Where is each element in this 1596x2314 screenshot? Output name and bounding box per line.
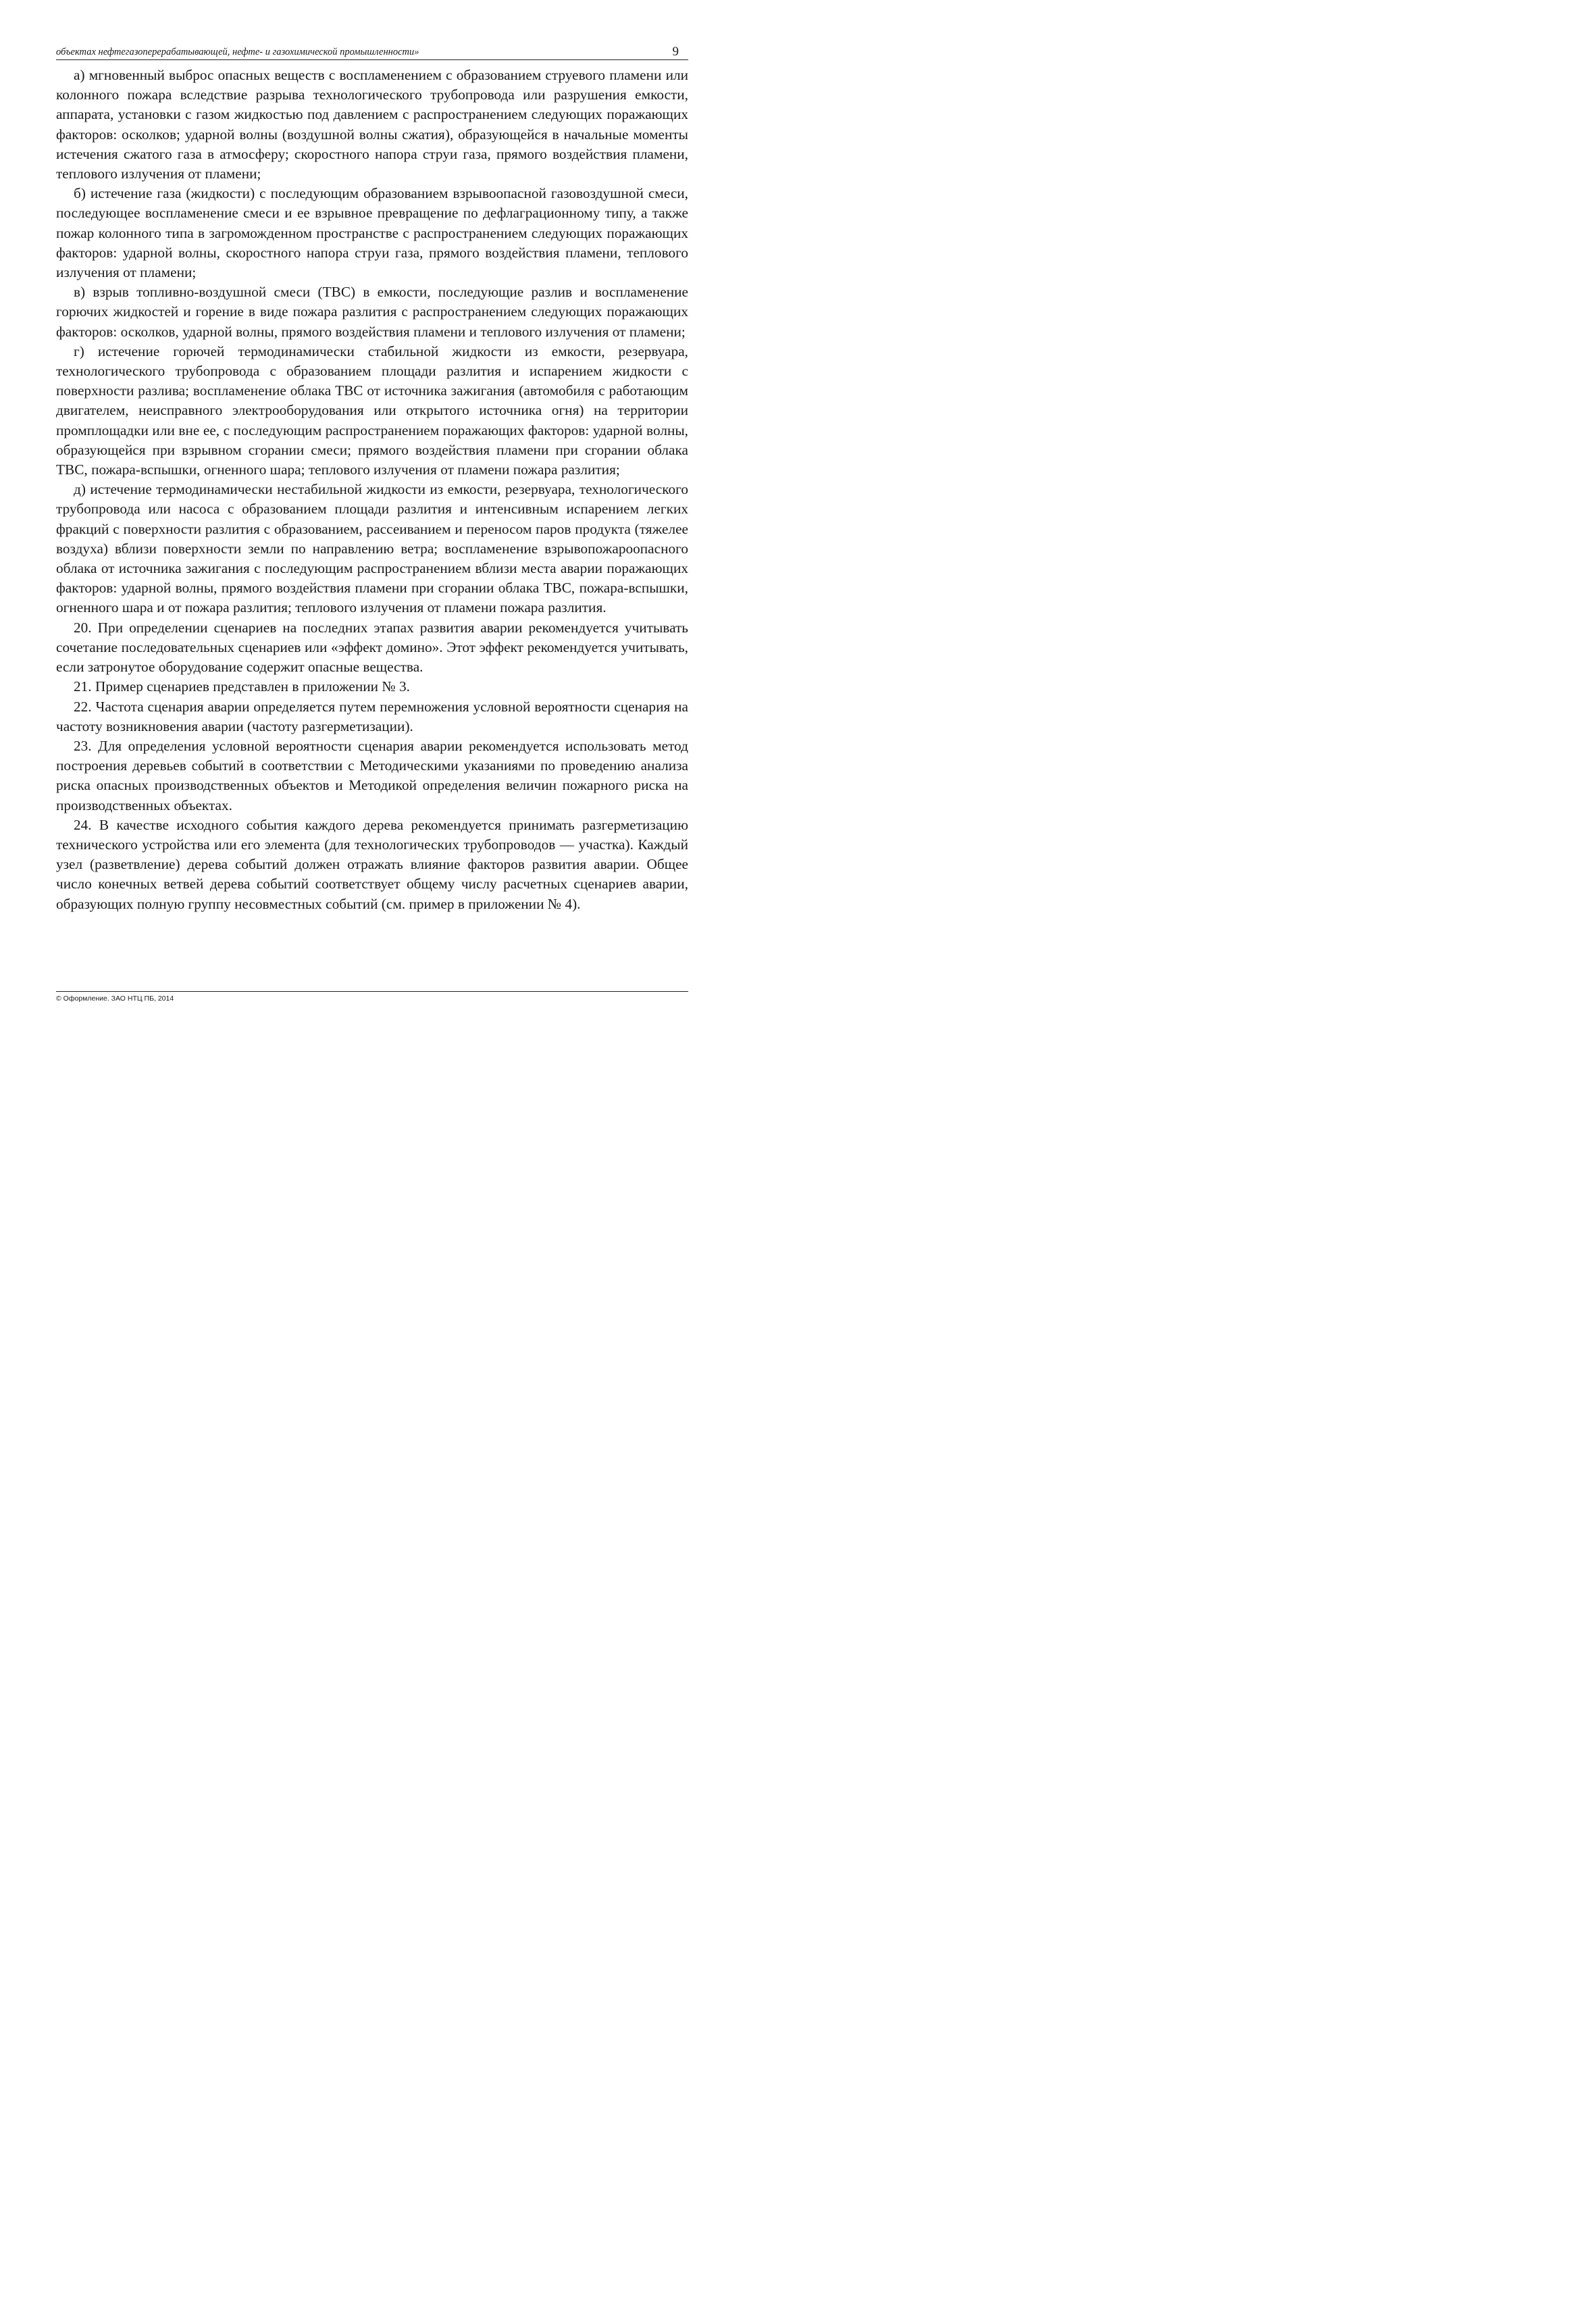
- paragraph-b: б) истечение газа (жидкости) с последующим образованием взрывоопасной газовоздушной смеси, последующее воспламенение смеси и ее взрывное превращение по дефлаграционному типу, а также пожар колонного типа в загроможденном пространстве с распространением следующих поражающих факторов: ударной волны, скоростного напора струи газа, прямого воздействия пламени, теплового излучения от пламени;: [56, 185, 688, 281]
- page-number: 9: [672, 45, 679, 59]
- paragraph-d: д) истечение термодинамически нестабильной жидкости из емкости, резервуара, технологического трубопровода или насоса с образованием площади разлития и интенсивным испарением легких фракций с поверхности разлития с образованием, рассеиванием и переносом паров продукта (тяжелее воздуха) вблизи поверхности земли по направлению ветра; воспламенение взрывопожароопасного облака от источника зажигания с последующим распространением вблизи места аварии поражающих факторов: ударной волны, прямого воздействия пламени при сгорании облака ТВС, пожара-вспышки, огненного шара и от пожара разлития; теплового излучения от пламени пожара разлития.: [56, 481, 688, 616]
- paragraph-v: в) взрыв топливно-воздушной смеси (ТВС) в емкости, последующие разлив и воспламенение горючих жидкостей и горение в виде пожара разлития с распространением следующих поражающих факторов: осколков, ударной волны, прямого воздействия пламени и теплового излучения от пламени;: [56, 284, 688, 340]
- paragraph-24: 24. В качестве исходного события каждого дерева рекомендуется принимать разгерметизацию технического устройства или его элемента (для технологических трубопроводов — участка). Каждый узел (разветвление) дерева событий должен отражать влияние факторов развития аварии. Общее число конечных ветвей дерева событий соответствует общему числу расчетных сценариев аварии, образующих полную группу несовместных событий (см. пример в приложении № 4).: [56, 816, 688, 912]
- document-page: [0, 0, 733, 1062]
- running-header: [56, 45, 688, 60]
- paragraph-21: 21. Пример сценариев представлен в приложении № 3.: [74, 678, 410, 695]
- paragraph-22: 22. Частота сценария аварии определяется путем перемножения условной вероятности сценария на частоту возникновения аварии (частоту разгерметизации).: [56, 698, 688, 734]
- page-footer: [56, 991, 688, 1003]
- body-text: [56, 66, 688, 914]
- paragraph-a: а) мгновенный выброс опасных веществ с воспламенением с образованием струевого пламени или колонного пожара вследствие разрыва технологического трубопровода или разрушения емкости, аппарата, установки с газом жидкостью под давлением с распространением следующих поражающих факторов: осколков; ударной волны (воздушной волны сжатия), образующейся в начальные моменты истечения сжатого газа в атмосферу; скоростного напора струи газа, прямого воздействия пламени, теплового излучения от пламени;: [56, 67, 688, 182]
- copyright-notice: © Оформление. ЗАО НТЦ ПБ, 2014: [56, 995, 174, 1003]
- paragraph-23: 23. Для определения условной вероятности сценария аварии рекомендуется использовать метод построения деревьев событий в соответствии с Методическими указаниями по проведению анализа риска опасных производственных объектов и Методикой определения величин пожарного риска на производственных объектах.: [56, 737, 688, 813]
- paragraph-g: г) истечение горючей термодинамически стабильной жидкости из емкости, резервуара, технологического трубопровода с образованием площади разлития и испарением жидкости с поверхности разлива; воспламенение облака ТВС от источника зажигания (автомобиля с работающим двигателем, неисправного электрооборудования или открытого источника огня) на территории промплощадки или вне ее, с последующим распространением поражающих факторов: ударной волны, образующейся при взрывном сгорании смеси; прямого воздействия пламени при сгорании облака ТВС, пожара-вспышки, огненного шара; теплового излучения от пламени пожара разлития;: [56, 343, 688, 478]
- header-title: объектах нефтегазоперерабатывающей, нефте- и газохимической промышленности»: [56, 47, 419, 57]
- paragraph-20: 20. При определении сценариев на последних этапах развития аварии рекомендуется учитывать сочетание последовательных сценариев или «эффект домино». Этот эффект рекомендуется учитывать, если затронутое оборудование содержит опасные вещества.: [56, 619, 688, 676]
